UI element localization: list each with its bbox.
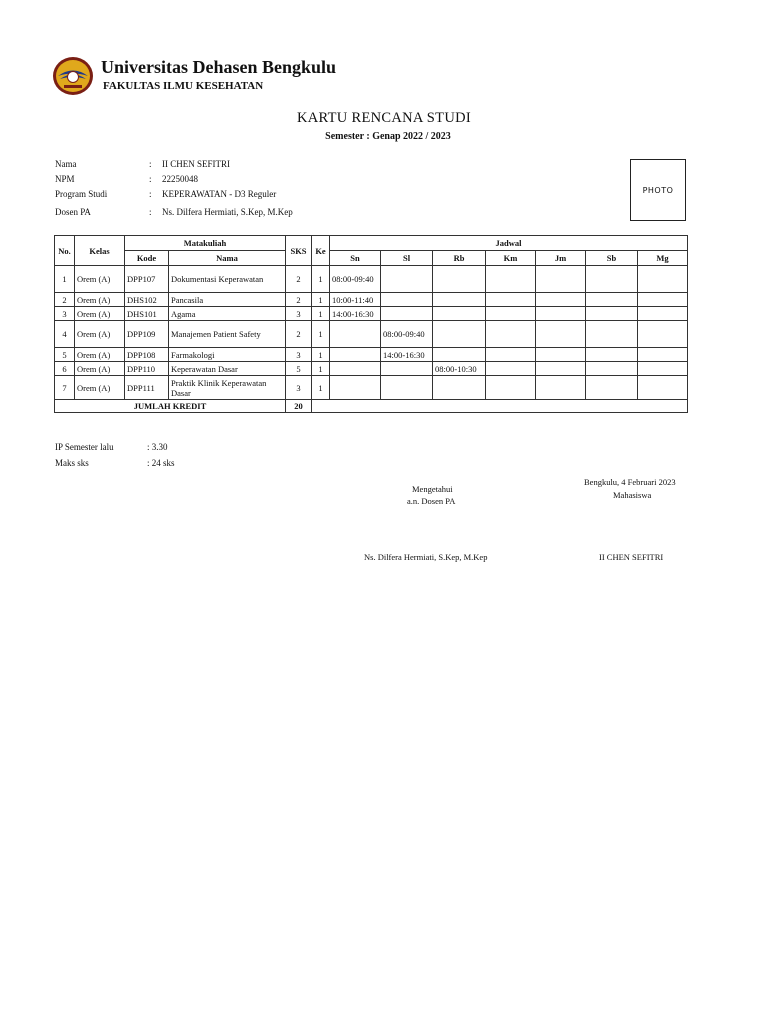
cell-jm — [536, 376, 586, 400]
info-value-nama: II CHEN SEFITRI — [162, 159, 230, 169]
cell-kelas: Orem (A) — [75, 307, 125, 321]
summary-value-maks-sks: : 24 sks — [147, 458, 175, 468]
document-title: KARTU RENCANA STUDI — [296, 110, 471, 126]
info-separator: : — [149, 159, 152, 169]
cell-ke: 1 — [312, 362, 330, 376]
cell-sb — [586, 321, 638, 348]
cell-jm — [536, 266, 586, 293]
cell-nama: Agama — [169, 307, 286, 321]
cell-rb — [433, 321, 486, 348]
cell-nama: Farmakologi — [169, 348, 286, 362]
cell-sn: 10:00-11:40 — [330, 293, 381, 307]
cell-rb: 08:00-10:30 — [433, 362, 486, 376]
summary-label-ip: IP Semester lalu — [55, 442, 114, 452]
table-row — [55, 362, 688, 376]
cell-sks: 5 — [286, 362, 312, 376]
cell-sl — [381, 307, 433, 321]
table-row — [55, 376, 688, 400]
cell-km — [486, 307, 536, 321]
cell-mg — [638, 321, 688, 348]
cell-ke: 1 — [312, 266, 330, 293]
cell-ke: 1 — [312, 321, 330, 348]
cell-sks: 3 — [286, 376, 312, 400]
total-sks: 20 — [286, 400, 312, 413]
faculty-name: FAKULTAS ILMU KESEHATAN — [103, 80, 264, 92]
cell-sb — [586, 348, 638, 362]
cell-kode: DHS102 — [125, 293, 169, 307]
cell-rb — [433, 307, 486, 321]
cell-nama: Manajemen Patient Safety — [169, 321, 286, 348]
info-label-nama: Nama — [55, 159, 77, 169]
header-jadwal: Jadwal — [330, 236, 688, 251]
cell-no: 1 — [55, 266, 75, 293]
table-row — [55, 321, 688, 348]
cell-ke: 1 — [312, 307, 330, 321]
cell-no: 5 — [55, 348, 75, 362]
header-sks: SKS — [286, 236, 312, 266]
cell-kelas: Orem (A) — [75, 348, 125, 362]
cell-kode: DPP111 — [125, 376, 169, 400]
total-filler — [312, 400, 688, 413]
cell-sks: 2 — [286, 266, 312, 293]
cell-sks: 2 — [286, 321, 312, 348]
total-row — [55, 400, 688, 413]
header-day-km: Km — [486, 251, 536, 266]
header-ke: Ke — [312, 236, 330, 266]
photo-placeholder: PHOTO — [630, 159, 686, 221]
university-name: Universitas Dehasen Bengkulu — [101, 57, 337, 77]
cell-sks: 2 — [286, 293, 312, 307]
cell-ke: 1 — [312, 348, 330, 362]
header-kelas: Kelas — [75, 236, 125, 266]
info-label-npm: NPM — [55, 174, 75, 184]
cell-mg — [638, 307, 688, 321]
header-no: No. — [55, 236, 75, 266]
header-day-mg: Mg — [638, 251, 688, 266]
cell-ke: 1 — [312, 293, 330, 307]
header-day-rb: Rb — [433, 251, 486, 266]
cell-rb — [433, 266, 486, 293]
cell-sb — [586, 362, 638, 376]
cell-sn — [330, 376, 381, 400]
student-name: II CHEN SEFITRI — [599, 552, 664, 562]
cell-jm — [536, 321, 586, 348]
cell-kelas: Orem (A) — [75, 376, 125, 400]
header-day-sl: Sl — [381, 251, 433, 266]
university-crest-icon — [52, 55, 94, 97]
advisor-acknowledge: Mengetahui — [412, 484, 453, 494]
info-label-dosen-pa: Dosen PA — [55, 207, 91, 217]
student-role: Mahasiswa — [613, 490, 652, 500]
semester-label: Semester : Genap 2022 / 2023 — [325, 131, 451, 142]
cell-km — [486, 321, 536, 348]
cell-sl: 08:00-09:40 — [381, 321, 433, 348]
course-schedule-table — [54, 235, 688, 413]
total-label: JUMLAH KREDIT — [55, 400, 286, 413]
info-value-dosen-pa: Ns. Dilfera Hermiati, S.Kep, M.Kep — [162, 207, 293, 217]
header-matakuliah: Matakuliah — [125, 236, 286, 251]
header-day-jm: Jm — [536, 251, 586, 266]
cell-rb — [433, 376, 486, 400]
cell-sn — [330, 348, 381, 362]
cell-km — [486, 362, 536, 376]
cell-ke: 1 — [312, 376, 330, 400]
info-value-npm: 22250048 — [162, 174, 198, 184]
cell-kelas: Orem (A) — [75, 362, 125, 376]
table-row — [55, 348, 688, 362]
header-nama: Nama — [169, 251, 286, 266]
info-separator: : — [149, 207, 152, 217]
cell-sn — [330, 321, 381, 348]
cell-kode: DPP108 — [125, 348, 169, 362]
cell-sb — [586, 376, 638, 400]
cell-sl — [381, 362, 433, 376]
cell-no: 4 — [55, 321, 75, 348]
info-separator: : — [149, 189, 152, 199]
table-row — [55, 293, 688, 307]
cell-nama: Pancasila — [169, 293, 286, 307]
cell-km — [486, 293, 536, 307]
cell-sb — [586, 266, 638, 293]
header-day-sn: Sn — [330, 251, 381, 266]
cell-rb — [433, 348, 486, 362]
cell-mg — [638, 376, 688, 400]
table-row — [55, 307, 688, 321]
cell-kelas: Orem (A) — [75, 266, 125, 293]
cell-no: 3 — [55, 307, 75, 321]
cell-mg — [638, 293, 688, 307]
info-separator: : — [149, 174, 152, 184]
cell-kode: DHS101 — [125, 307, 169, 321]
cell-mg — [638, 362, 688, 376]
cell-kode: DPP110 — [125, 362, 169, 376]
advisor-name: Ns. Dilfera Hermiati, S.Kep, M.Kep — [364, 552, 488, 562]
table-row — [55, 266, 688, 293]
cell-sn — [330, 362, 381, 376]
cell-rb — [433, 293, 486, 307]
cell-sl — [381, 376, 433, 400]
cell-kode: DPP107 — [125, 266, 169, 293]
summary-label-maks-sks: Maks sks — [55, 458, 89, 468]
cell-sl — [381, 266, 433, 293]
cell-nama: Praktik Klinik Keperawatan Dasar — [169, 376, 286, 400]
cell-sb — [586, 293, 638, 307]
cell-no: 2 — [55, 293, 75, 307]
cell-km — [486, 376, 536, 400]
cell-jm — [536, 293, 586, 307]
cell-sn: 14:00-16:30 — [330, 307, 381, 321]
cell-kode: DPP109 — [125, 321, 169, 348]
cell-jm — [536, 348, 586, 362]
cell-sks: 3 — [286, 307, 312, 321]
header-kode: Kode — [125, 251, 169, 266]
cell-sb — [586, 307, 638, 321]
cell-jm — [536, 362, 586, 376]
cell-sks: 3 — [286, 348, 312, 362]
cell-sl — [381, 293, 433, 307]
cell-no: 6 — [55, 362, 75, 376]
cell-km — [486, 266, 536, 293]
summary-value-ip: : 3.30 — [147, 442, 168, 452]
cell-mg — [638, 266, 688, 293]
cell-sn: 08:00-09:40 — [330, 266, 381, 293]
cell-no: 7 — [55, 376, 75, 400]
cell-mg — [638, 348, 688, 362]
cell-sl: 14:00-16:30 — [381, 348, 433, 362]
header-day-sb: Sb — [586, 251, 638, 266]
cell-km — [486, 348, 536, 362]
info-label-program-studi: Program Studi — [55, 189, 108, 199]
cell-kelas: Orem (A) — [75, 321, 125, 348]
place-date: Bengkulu, 4 Februari 2023 — [584, 477, 676, 487]
cell-kelas: Orem (A) — [75, 293, 125, 307]
cell-nama: Dokumentasi Keperawatan — [169, 266, 286, 293]
cell-nama: Keperawatan Dasar — [169, 362, 286, 376]
info-value-program-studi: KEPERAWATAN - D3 Reguler — [162, 189, 277, 199]
cell-jm — [536, 307, 586, 321]
advisor-role: a.n. Dosen PA — [407, 496, 456, 506]
